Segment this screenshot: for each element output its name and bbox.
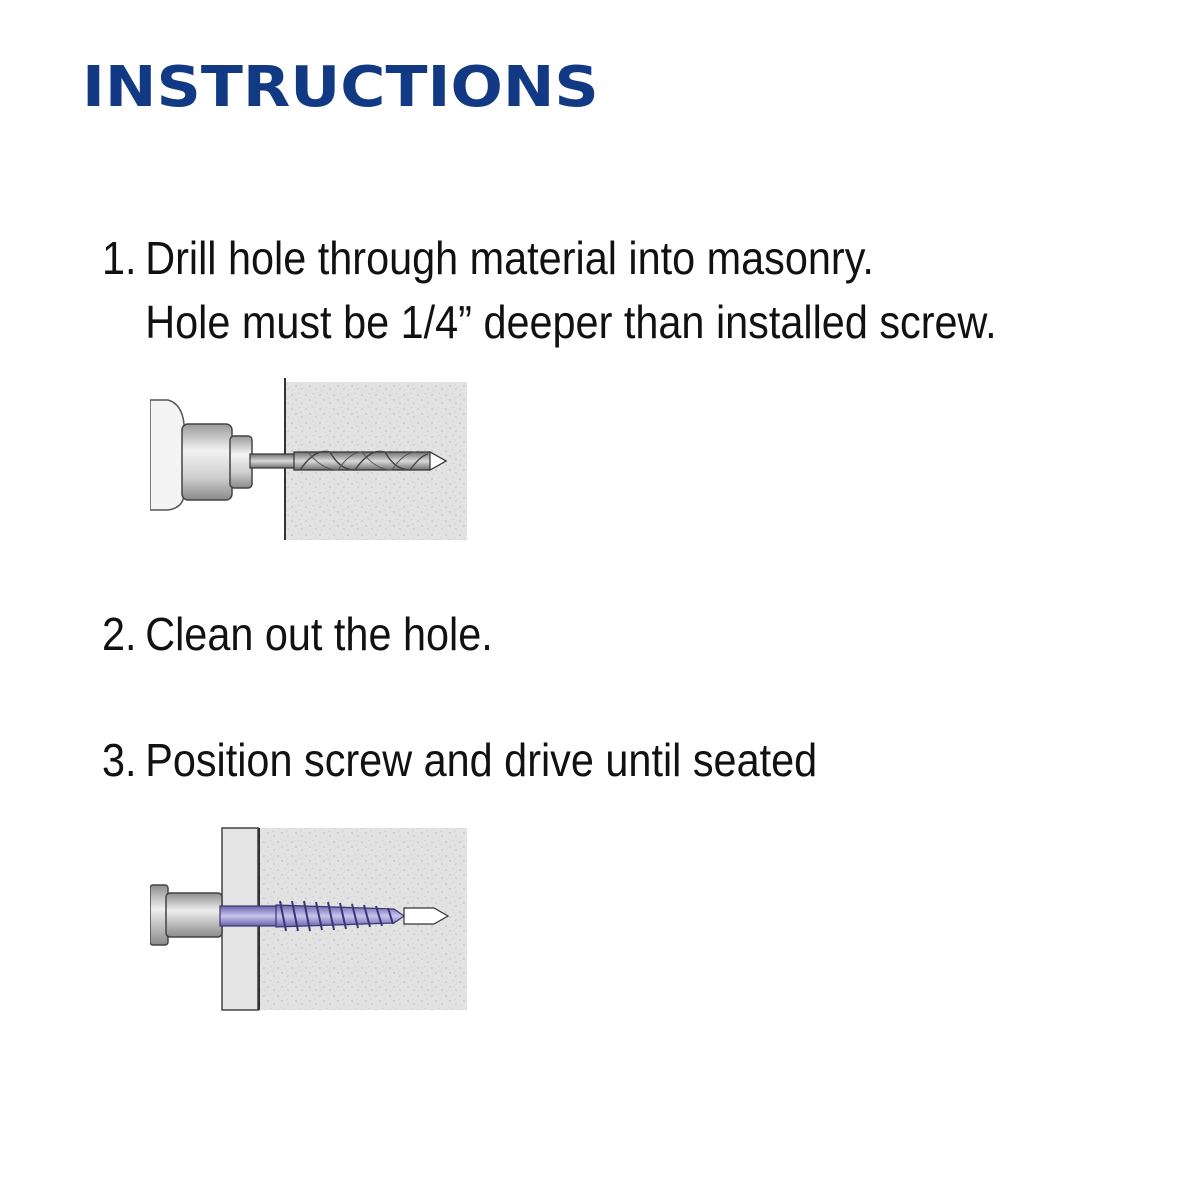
step-3-line-1: Position screw and drive until seated bbox=[145, 734, 818, 786]
step-1-line-2: Hole must be 1/4” deeper than installed screw. bbox=[145, 296, 997, 348]
step-1-number: 1. bbox=[102, 232, 137, 284]
screw-washer bbox=[166, 893, 222, 937]
step-2-number: 2. bbox=[102, 608, 137, 660]
step-2-text bbox=[102, 602, 493, 666]
drill-illustration bbox=[150, 378, 470, 544]
step-3-number: 3. bbox=[102, 734, 137, 786]
screw-illustration bbox=[150, 825, 470, 1013]
page-title: INSTRUCTIONS bbox=[82, 55, 599, 120]
step-1-line-1: Drill hole through material into masonry. bbox=[145, 232, 874, 284]
drill-chuck bbox=[182, 424, 232, 500]
drill-body bbox=[150, 400, 184, 510]
step-1-text bbox=[102, 226, 997, 354]
screw-shank bbox=[220, 906, 278, 926]
screw-seated-in-masonry-icon bbox=[150, 825, 470, 1013]
drill-chuck-nose bbox=[230, 436, 252, 488]
step-3-text bbox=[102, 728, 817, 792]
drill-shank bbox=[250, 454, 296, 468]
drill-into-masonry-icon bbox=[150, 378, 470, 544]
step-2-line-1: Clean out the hole. bbox=[145, 608, 493, 660]
